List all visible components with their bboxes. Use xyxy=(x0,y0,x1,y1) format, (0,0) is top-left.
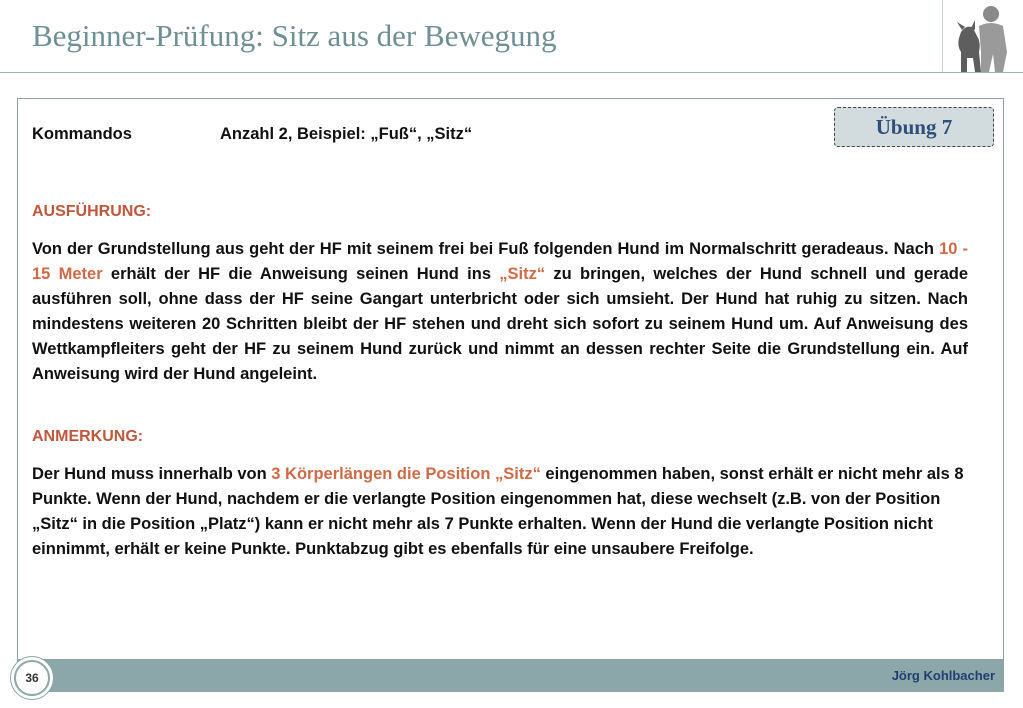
commands-value: Anzahl 2, Beispiel: „Fuß“, „Sitz“ xyxy=(220,125,473,143)
commands-label: Kommandos xyxy=(32,125,132,143)
title-divider xyxy=(0,72,1023,73)
remark-text xyxy=(32,462,968,562)
execution-text-part2: erhält der HF die Anweisung seinen Hund ins xyxy=(102,265,500,283)
exercise-badge: Übung 7 xyxy=(834,107,994,147)
execution-distance-highlight: 10 - 15 Meter xyxy=(32,240,969,283)
remark-text-part1: Der Hund muss innerhalb von xyxy=(32,465,272,483)
execution-text xyxy=(32,237,968,387)
logo-divider xyxy=(942,0,943,72)
page-number: 36 xyxy=(14,660,50,696)
dog-and-person-silhouette-logo-icon xyxy=(945,2,1023,74)
execution-text-part1: Von der Grundstellung aus geht der HF mit seinem frei bei Fuß folgenden Hund im Normalschritt geradeaus. Nach xyxy=(32,240,940,258)
remark-text-part2: eingenommen haben, sonst erhält er nicht mehr als 8 Punkte. Wenn der Hund, nachdem er die verlangte Position eingenommen hat, diese wechselt (z.B. von der Position „Sitz“ in die Position „Platz“) kann er nicht mehr als 7 Punkte erhalten. Wenn der Hund die verlangte Position nicht einnimmt, erhält er keine Punkte. Punktabzug gibt es ebenfalls für eine unsaubere Freifolge. xyxy=(32,465,964,558)
remark-heading: ANMERKUNG: xyxy=(32,428,144,445)
execution-sitz-highlight: „Sitz“ xyxy=(499,265,546,283)
remark-position-highlight: 3 Körperlängen die Position „Sitz“ xyxy=(271,465,541,483)
footer-bar xyxy=(17,660,1004,692)
execution-heading: AUSFÜHRUNG: xyxy=(32,203,152,220)
footer-author: Jörg Kohlbacher xyxy=(891,668,995,683)
slide-title: Beginner-Prüfung: Sitz aus der Bewegung xyxy=(32,18,557,53)
execution-text-part3: zu bringen, welches der Hund schnell und gerade ausführen soll, ohne dass der HF seine Gangart unterbricht oder sich umsieht. Der Hund hat ruhig zu sitzen. Nach mindestens weiteren 20 Schritten bleibt der HF stehen und dreht sich sofort zu seinem Hund um. Auf Anweisung des Wettkampfleiters geht der HF zu seinem Hund zurück und nimmt an dessen rechter Seite die Grundstellung ein. Auf Anweisung wird der Hund angeleint. xyxy=(32,265,969,383)
